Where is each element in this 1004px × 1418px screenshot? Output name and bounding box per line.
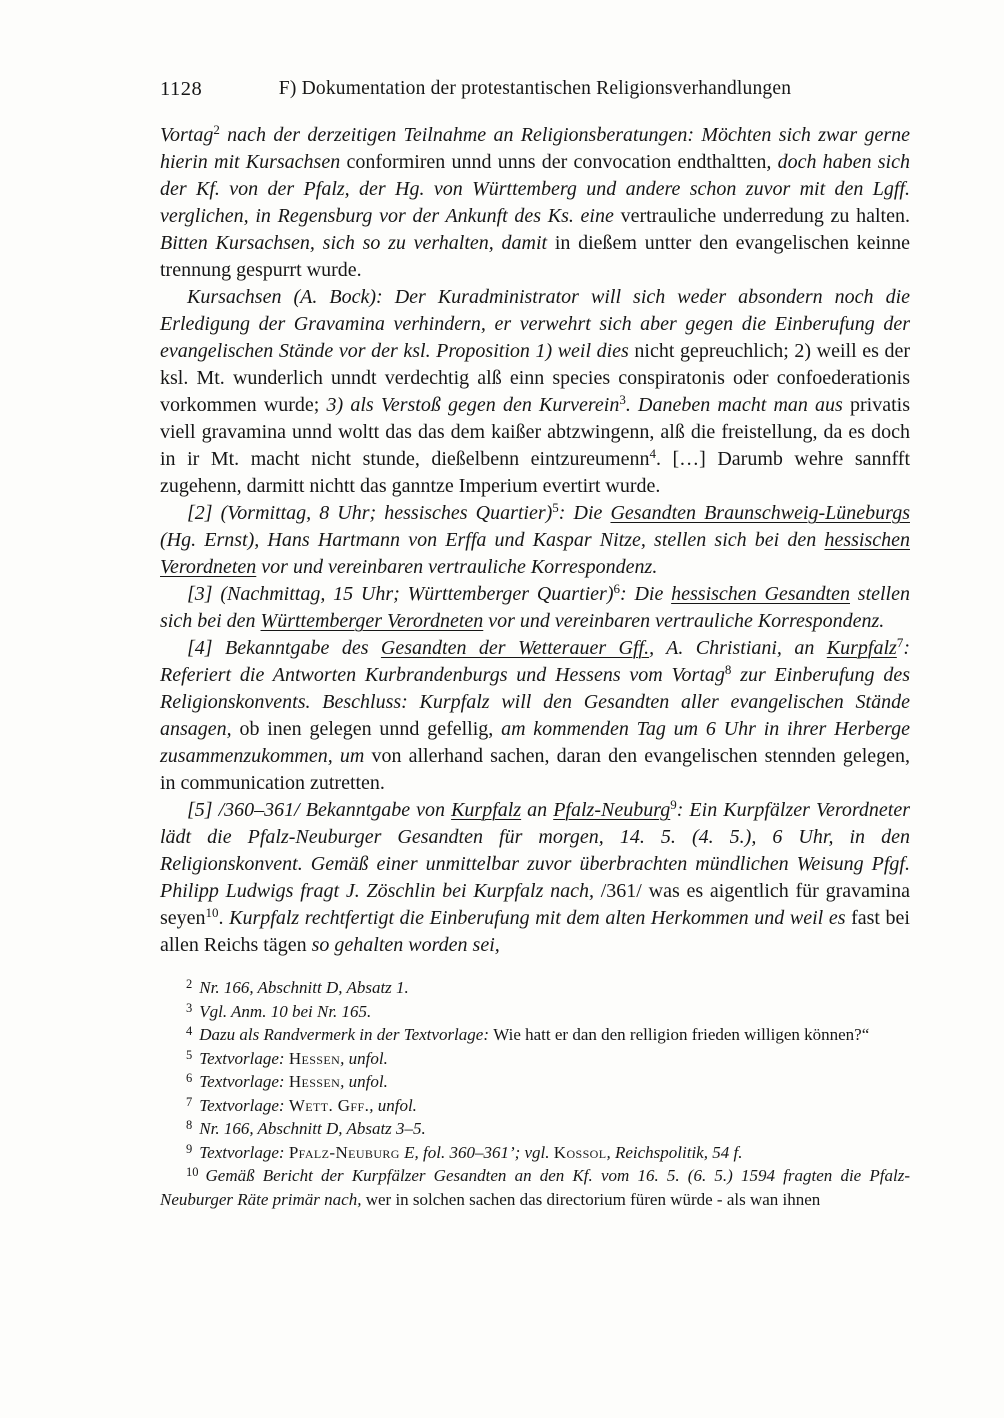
text-segment: zur Einberufung des Religionskonvents. Beschluss: Kurpfalz will den Gesandten aller evangelischen Stände ansagen, [160,664,910,740]
text-segment: Hessen [288,1048,341,1068]
text-segment: wer in solchen sachen das directorium füren würde - als wan ihnen [365,1189,821,1209]
text-segment: [2] (Vormittag, 8 Uhr; hessisches Quartier) [187,502,553,524]
text-segment: , unfol. [340,1072,388,1091]
footnote-marker: 9 [186,1141,193,1156]
text-segment: [5] /360–361/ Bekanntgabe von [187,799,452,821]
paragraph [160,500,910,581]
main-text-block [160,122,910,959]
footnote-reference: 8 [724,662,732,677]
text-segment: nach der derzeitigen Teilnahme an Religionsberatungen: Möchten sich zwar gerne hierin mit Kursachsen [160,124,910,173]
footnote-marker: 3 [186,1000,193,1015]
text-segment: : Die [558,502,611,524]
footnote-reference: 9 [670,797,677,812]
text-segment: Kurpfalz [451,799,522,821]
footnote-reference: 2 [213,122,220,137]
footnote-reference: 3 [619,392,626,407]
text-segment: vertrauliche underredung zu halten. [620,205,910,227]
text-segment: Vortag [160,124,214,146]
text-segment: stellen sich bei den [160,583,910,632]
text-segment: hessischen Verordneten [160,529,910,578]
paragraph [160,581,910,635]
text-segment: Daneben macht man aus [638,394,851,416]
text-segment: [4] Bekanntgabe des [187,637,381,659]
footnote-marker: 7 [186,1094,193,1109]
footnote-marker: 4 [186,1024,193,1038]
text-segment: Textvorlage: [199,1142,289,1162]
footnote-marker: 2 [186,977,193,991]
text-segment: , unfol. [340,1048,388,1068]
text-segment: so gehalten worden sei, [311,934,500,956]
text-segment: fast bei allen Reichs tägen [160,907,910,956]
text-segment: : Referiert die Antworten Kurbrandenburgs und Hessens vom Vortag [160,637,910,686]
text-segment: (Hg. Ernst), Hans Hartmann von Erffa und Kaspar Nitze, stellen sich bei den [160,529,825,551]
text-segment: [3] (Nachmittag, 15 Uhr; Württemberger Quartier) [187,583,614,605]
text-segment: /361/ was es aigentlich für gravamina seyen [160,880,910,929]
text-segment: . [218,907,230,929]
footnote-reference: 7 [896,635,904,650]
running-title: F) Dokumentation der protestantischen Religionsverhandlungen [278,78,792,99]
text-segment: privatis viell gravamina unnd woltt das das dem kaißer abtzwingenn, alß die freistellung, da es doch in ir Mt. macht nicht stunde, dießelbenn eintzureumenn [160,394,911,470]
text-segment: . […] Darumb wehre sannfft zugehenn, darmitt nichtt das ganntze Imperium evertirt wurde. [160,448,910,497]
footnote-marker: 6 [186,1071,193,1085]
text-segment: Wett. Gff. [288,1095,370,1115]
footnote-marker: 10 [186,1165,199,1179]
text-segment: vor und vereinbaren vertrauliche Korrespondenz. [483,610,885,632]
footnote [160,1070,910,1094]
page-number: 1128 [160,78,203,100]
text-segment: Pfalz-Neuburg [288,1142,400,1162]
footnote [160,1117,910,1141]
text-segment: Gemäß Bericht der Kurpfälzer Gesandten an den Kf. vom 16. 5. (6. 5.) 1594 fragten die Pfalz-Neuburger Räte primär nach, [160,1166,910,1209]
footnote-marker: 5 [186,1047,193,1062]
text-segment: , A. Christiani, an [649,637,827,659]
footnote [160,1023,910,1047]
footnote [160,976,910,1000]
text-segment: Hessen [288,1072,341,1091]
text-segment: : Die [620,583,672,605]
footnote [160,1164,910,1211]
page-header [160,78,910,106]
text-segment: Textvorlage: [199,1072,289,1091]
text-segment: in dießem untter den evangelischen keinne trennung gespurrt wurde. [160,232,910,281]
footnote-reference: 5 [552,500,559,515]
text-segment: Gesandten der Wetterauer Gff. [380,637,650,659]
text-segment: am kommenden Tag um 6 Uhr in ihrer Herberge zusammenzukommen, um [160,718,910,767]
text-segment: hessischen Gesandten [671,583,850,605]
text-segment: Dazu als Randvermerk in der Textvorlage: [199,1025,494,1044]
footnote-reference: 4 [649,446,656,461]
footnote-reference: 10 [205,905,219,920]
footnote [160,1000,910,1024]
text-segment: vor und vereinbaren vertrauliche Korrespondenz. [256,556,658,578]
text-segment: Textvorlage: [199,1095,289,1115]
text-segment: Bitten Kursachsen, sich so zu verhalten, damit [160,232,555,254]
footnote [160,1094,910,1118]
text-segment: an [521,799,554,821]
text-segment: Kursachsen (A. Bock): Der Kuradministrator will sich weder absondern noch die Erledigung der Gravamina verhindern, er verwehrt sich aber gegen die Einberufung der evangelischen Stände vor der ksl. Proposition 1) weil dies [160,286,910,362]
text-segment: Kurpfalz [826,637,897,659]
footnotes-block [160,976,910,1211]
text-segment: Vgl. Anm. 10 bei Nr. 165. [199,1001,372,1021]
text-segment: , Reichspolitik, 54 f. [606,1142,743,1162]
text-segment: nicht gepreuchlich; 2) weill es der ksl. Mt. wunderlich unndt verdechtig alß einn species conspiratonis oder confoederationis vorkommen wurde; [160,340,910,416]
text-segment: Gesandten Braunschweig-Lüneburgs [610,502,910,524]
paragraph [160,797,910,959]
text-segment: Kurpfalz rechtfertigt die Einberufung mit dem alten Herkommen und weil es [229,907,852,929]
paragraph [160,122,910,284]
text-segment: Wie hatt er dan den relligion frieden willigen können?“ [493,1025,870,1044]
text-segment: . [625,394,639,416]
footnote [160,1141,910,1165]
footnote-marker: 8 [186,1118,193,1132]
text-segment: conformiren unnd unns der convocation endthaltten [346,151,767,173]
text-segment: ob inen gelegen unnd gefellig, [239,718,502,740]
paragraph [160,635,910,797]
footnote-reference: 6 [613,581,620,596]
paragraph [160,284,910,500]
text-segment: Kossol [553,1142,607,1162]
text-segment: , unfol. [369,1095,417,1115]
text-segment: 3) als Verstoß gegen den Kurverein [326,394,620,416]
text-segment: : Ein Kurpfälzer Verordneter lädt die Pfalz-Neuburger Gesandten für morgen, 14. 5. (4. 5.), 6 Uhr, in den Religionskonvent. Gemäß einer unmittelbar zuvor überbrachten mündlichen Weisung Pfgf. Philipp Ludwigs fragt J. Zöschlin bei Kurpfalz nach, [160,799,910,902]
footnote [160,1047,910,1071]
text-segment: Textvorlage: [199,1048,289,1068]
text-segment: Württemberger Verordneten [260,610,484,632]
text-segment: von allerhand sachen, daran den evangelischen stennden gelegen, in communication zutretten. [160,745,910,794]
text-segment: Nr. 166, Abschnitt D, Absatz 1. [199,978,409,997]
text-segment: Nr. 166, Abschnitt D, Absatz 3–5. [199,1119,426,1138]
text-segment: E, fol. 360–361’; vgl. [399,1142,554,1162]
text-segment: , doch haben sich der Kf. von der Pfalz, der Hg. von Württemberg und andere schon zuvor mit den Lgff. verglichen, in Regensburg vor der Ankunft des Ks. eine [160,151,910,227]
text-segment: Pfalz-Neuburg [553,799,671,821]
